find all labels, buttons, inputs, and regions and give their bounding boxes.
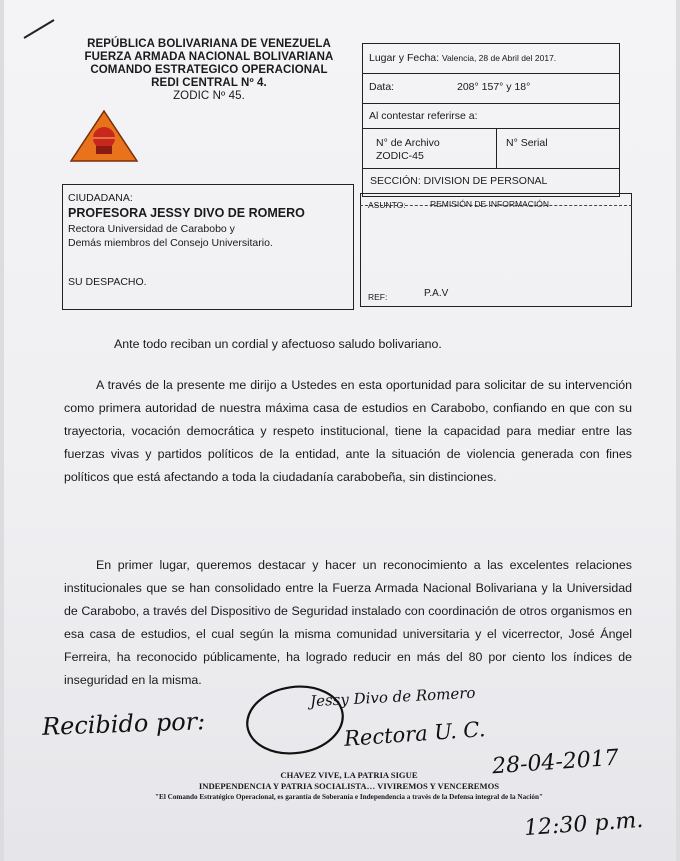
military-emblem-icon (68, 108, 140, 164)
archivo-label: N° de Archivo (376, 137, 440, 149)
footer-line-3: "El Comando Estratégico Operacional, es garantía de Soberanía e Independencia a través de la Defensa integral de la Nación" (155, 793, 543, 801)
ref-value: P.A.V (424, 288, 449, 299)
data-label: Data: (369, 81, 395, 93)
header-line: FUERZA ARMADA NACIONAL BOLIVARIANA (84, 51, 334, 63)
asunto-box (360, 193, 632, 307)
letter-page (4, 0, 676, 861)
handwritten-role: Rectora U. C. (343, 717, 487, 751)
recipient-despacho: SU DESPACHO. (68, 276, 147, 288)
greeting: Ante todo reciban un cordial y afectuoso saludo bolivariano. (114, 337, 442, 351)
fecha-label: Lugar y Fecha: (369, 52, 440, 64)
recipient-name: PROFESORA JESSY DIVO DE ROMERO (68, 206, 305, 220)
fecha-value: Valencia, 28 de Abril del 2017. (441, 53, 557, 63)
institution-header (74, 38, 344, 103)
handwritten-name: Jessy Divo de Romero (309, 683, 476, 711)
recipient-line: Demás miembros del Consejo Universitario. (68, 237, 273, 249)
paragraph-1: A través de la presente me dirijo a Ustedes en esta oportunidad para solicitar de su intervención como primera autoridad de nuestra máxima casa de estudios en Carabobo, confiando en que con su trayectoria, vocación democrática y respeto institucional, tiene la capacidad para mediar entre las fuerzas vivas y partidos políticos de la entidad, ante la situación de violencia generada con fines políticos que está afectando a toda la ciudadanía carabobeña, sin distinciones. (64, 378, 632, 484)
handwritten-date: 28-04-2017 (491, 745, 620, 780)
header-line: COMANDO ESTRATEGICO OPERACIONAL (90, 64, 328, 76)
ref-label: REF: (368, 292, 388, 302)
header-line: REPÚBLICA BOLIVARIANA DE VENEZUELA (87, 38, 331, 50)
header-line: REDI CENTRAL Nº 4. (151, 77, 267, 89)
recipient-line: Rectora Universidad de Carabobo y (68, 223, 235, 235)
asunto-label: ASUNTO: (368, 200, 406, 210)
handwritten-time: 12:30 p.m. (523, 807, 645, 842)
asunto-value: REMISIÓN DE INFORMACIÓN (430, 199, 550, 209)
header-line: ZODIC Nº 45. (173, 90, 245, 102)
pen-stroke-mark (20, 14, 60, 44)
archivo-value: ZODIC-45 (376, 150, 424, 162)
contestar-label: Al contestar referirse a: (369, 110, 478, 122)
handwritten-recibido: Recibido por: (41, 707, 206, 741)
paragraph-2: En primer lugar, queremos destacar y hacer un reconocimiento a las excelentes relaciones institucionales que se han consolidado entre la Fuerza Armada Nacional Bolivariana y la Universidad de Carabobo, a través del Dispositivo de Seguridad instalado con coordinación de otros organismos en esa casa de estudios, el cual según la misma comunidad universitaria y el vicerrector, José Ángel Ferreira, ha reconocido públicamente, ha logrado reducir en más del 80 por ciento los índices de inseguridad en la misma. (64, 558, 632, 687)
recipient-title: CIUDADANA: (68, 192, 133, 204)
footer-line-1: CHAVEZ VIVE, LA PATRIA SIGUE (280, 770, 418, 780)
archivo-field (376, 137, 440, 163)
serial-label: N° Serial (506, 137, 548, 149)
data-value: 208° 157° y 18° (457, 81, 531, 93)
footer-line-2: INDEPENDENCIA Y PATRIA SOCIALISTA… VIVIREMOS Y VENCEREMOS (198, 781, 500, 791)
seccion-label: SECCIÓN: DIVISION DE PERSONAL (370, 175, 548, 187)
